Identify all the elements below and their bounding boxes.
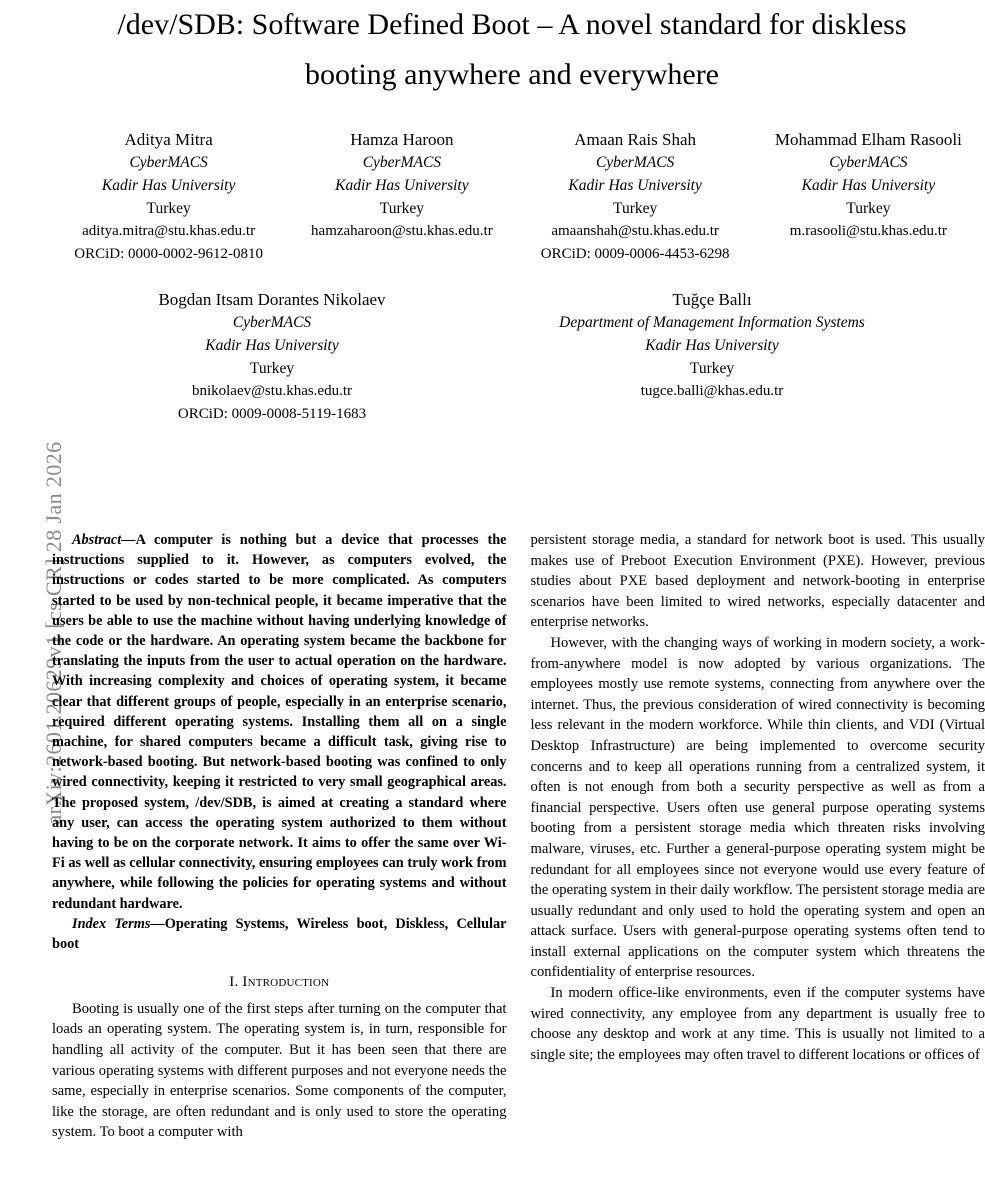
paragraph: However, with the changing ways of working in modern society, a work-from-anywhere model is now adopted by various organizations. The employees mostly use remote systems, connecting from anywhere over the internet. Thus, the previous consideration of wired connectivity is becoming less relevant in the modern workforce. While thin clients, and VDI (Virtual Desktop Infrastructure) are being implemented to overcome security concerns and to keep all operations running from a centralized system, it often is not enough from both a security perspective as well as from a financial perspective. Users often use general purpose operating systems booting from a persistent storage media which threaten risks involving malware, viruses, etc. Further a general-purpose operating system might be redundant for all employees since not everyone would use every feature of the operating system in their daily workflow. The persistent storage media are usually redundant and only used to hold the operating system and open an attack surface. Users with general-purpose operating systems often tend to install external applications on the computer system which threatens the confidentiality of enterprise resources. <box>530 634 985 981</box>
author-group: CyberMACS <box>232 314 312 331</box>
author-row-1 <box>52 128 985 266</box>
author-name: Amaan Rais Shah <box>574 130 697 149</box>
abstract-label: Abstract— <box>72 532 136 548</box>
author-name: Bogdan Itsam Dorantes Nikolaev <box>158 290 386 309</box>
author-group: Department of Management Information Systems <box>559 314 865 331</box>
abstract-text: A computer is nothing but a device that processes the instructions supplied to it. However, as computers evolved, the instructions or codes started to be more complicated. As computers started to be used by non-technical people, it became imperative that the users be able to use the machine without having underlying knowledge of the code or the hardware. An operating system became the backbone for translating the inputs from the user to actual operation on the hardware. With increasing complexity and choices of operating system, it became clear that different groups of people, especially in an enterprise scenario, required different operating systems. Installing them all on a single machine, for shared computers became a difficult task, giving rise to network-based booting. But network-based booting was confined to only wired connectivity, keeping it restricted to very small geographical areas. The proposed system, /dev/SDB, is aimed at creating a standard where any user, can access the operating system authorized to them without having to be on the corporate network. It aims to offer the same over Wi-Fi as well as cellular connectivity, ensuring employees can truly work from anywhere, while following the policies for operating systems and without redundant hardware. <box>52 532 507 912</box>
paragraph: In modern office-like environments, even if the computer systems have wired connectivity, any employee from any department is usually free to choose any desktop and work at any time. This is usually not limited to a single site; the employees may often travel to different locations or offices of <box>530 985 985 1063</box>
author-email: aditya.mitra@stu.khas.edu.tr <box>82 223 256 239</box>
author-email: amaanshah@stu.khas.edu.tr <box>551 223 719 239</box>
author-country: Turkey <box>146 200 191 217</box>
author-institution: Kadir Has University <box>568 177 702 194</box>
author-name: Aditya Mitra <box>124 130 213 149</box>
author-block <box>492 288 932 426</box>
column-left <box>52 530 507 1143</box>
column-right <box>531 530 985 1143</box>
author-email: tugce.balli@khas.edu.tr <box>640 383 784 399</box>
author-email: hamzaharoon@stu.khas.edu.tr <box>311 223 493 239</box>
author-institution: Kadir Has University <box>101 177 236 194</box>
author-country: Turkey <box>846 200 891 217</box>
author-orcid: ORCiD: 0009-0008-5119-1683 <box>177 406 367 422</box>
author-institution: Kadir Has University <box>801 177 936 194</box>
author-row-2 <box>52 288 932 426</box>
author-country: Turkey <box>379 200 424 217</box>
author-group: CyberMACS <box>129 154 208 171</box>
author-block <box>52 288 492 426</box>
author-orcid: ORCiD: 0000-0002-9612-0810 <box>74 246 263 262</box>
abstract <box>52 530 507 914</box>
author-block <box>519 128 752 266</box>
author-block <box>752 128 985 266</box>
author-block <box>52 128 285 266</box>
author-group: CyberMACS <box>595 154 675 171</box>
author-institution: Kadir Has University <box>335 177 469 194</box>
paragraph: persistent storage media, a standard for network boot is used. This usually makes use of Preboot Execution Environment (PXE). However, previous studies about PXE based deployment and network-booting in enterprise scenarios have been limited to wired networks, especially datacenter and enterprise networks. <box>530 532 985 631</box>
section-number: I. <box>229 974 239 991</box>
page-title: /dev/SDB: Software Defined Boot – A novel standard for diskless booting anywhere and everywhere <box>117 8 907 91</box>
author-orcid: ORCiD: 0009-0006-4453-6298 <box>540 246 730 262</box>
paragraph: Booting is usually one of the first steps after turning on the computer that loads an operating system. The operating system is, in turn, responsible for handling all activity of the computer. But it has been seen that there are various operating systems with different purposes and not everyone needs the same, especially in enterprise scenarios. Some components of the computer, like the storage, are often redundant and is only used to store the operating system. To boot a computer with <box>52 1000 507 1141</box>
author-block <box>285 128 518 266</box>
arxiv-stamp: arXiv:2601.20629v1 [cs.CR] 28 Jan 2026 <box>41 441 66 825</box>
author-country: Turkey <box>249 360 295 377</box>
author-institution: Kadir Has University <box>645 337 779 354</box>
author-country: Turkey <box>689 360 735 377</box>
author-name: Tuğçe Ballı <box>672 290 752 309</box>
author-group: CyberMACS <box>362 154 442 171</box>
paper-header <box>52 0 985 426</box>
author-email: bnikolaev@stu.khas.edu.tr <box>191 383 353 399</box>
author-name: Hamza Haroon <box>350 130 454 149</box>
author-institution: Kadir Has University <box>205 337 339 354</box>
author-name: Mohammad Elham Rasooli <box>774 130 962 149</box>
author-country: Turkey <box>613 200 658 217</box>
author-group: CyberMACS <box>829 154 908 171</box>
index-terms <box>52 914 507 954</box>
section-title: Introduction <box>242 974 330 991</box>
author-email: m.rasooli@stu.khas.edu.tr <box>789 223 947 239</box>
section-heading <box>52 972 507 993</box>
index-terms-label: Index Terms— <box>72 915 165 932</box>
index-terms-text: Operating Systems, Wireless boot, Diskless, Cellular boot <box>52 915 507 953</box>
body-columns <box>52 530 985 1143</box>
